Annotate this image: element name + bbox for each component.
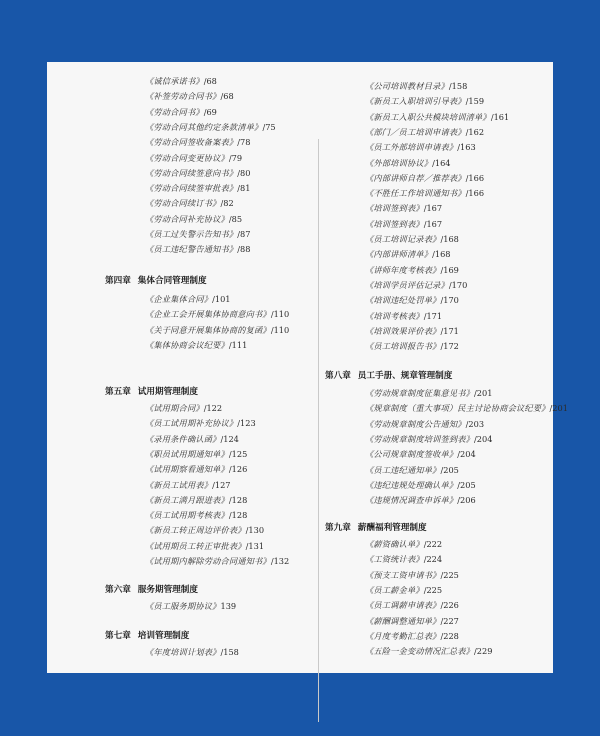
toc-entry-page: /131	[245, 540, 265, 551]
toc-entry-title: 《劳动合同变更协议》	[145, 152, 229, 163]
toc-entry-title: 《诚信承诺书》	[145, 76, 204, 86]
toc-entry	[325, 188, 484, 199]
toc-entry	[325, 96, 484, 107]
chapter-number: 第四章	[105, 276, 131, 286]
toc-entry	[105, 122, 276, 133]
toc-entry	[105, 340, 247, 351]
toc-entry-title: 《劳动规章制度公告通知》	[365, 418, 466, 429]
toc-entry	[325, 388, 492, 399]
toc-entry-title: 《劳动规章制度培训签到表》	[365, 433, 475, 444]
toc-entry-title: 《员工试用期考核表》	[145, 510, 229, 521]
toc-entry-title: 《违规情况调查申诉单》	[365, 495, 458, 506]
toc-entry-page: /226	[440, 600, 459, 611]
toc-entry-page: /161	[490, 111, 510, 122]
toc-entry-title: 《外部培训协议》	[365, 157, 433, 168]
toc-entry-page: /205	[440, 464, 459, 475]
toc-entry-page: /124	[220, 433, 239, 444]
toc-entry	[105, 434, 239, 445]
toc-entry-title: 《员工试用期补充协议》	[145, 418, 238, 429]
toc-entry-page: /201	[549, 403, 568, 414]
toc-entry	[325, 265, 459, 276]
toc-entry-title: 《劳动合同签收备案表》	[145, 137, 238, 148]
chapter-title: 试用期管理制度	[137, 387, 198, 397]
toc-entry	[105, 449, 247, 460]
toc-entry-page: /225	[423, 584, 443, 595]
toc-entry-title: 《员工外部培训申请表》	[365, 142, 458, 153]
toc-entry-page: /75	[262, 121, 276, 132]
toc-entry-title: 《集体协商会议纪要》	[145, 339, 229, 350]
toc-entry	[105, 403, 222, 414]
toc-entry	[325, 465, 459, 476]
toc-entry-title: 《员工培训记录表》	[365, 234, 441, 244]
toc-entry-title: 《企业工会开展集体协商意向书》	[145, 309, 271, 320]
toc-entry-title: 《部门／员工培训申请表》	[365, 126, 466, 137]
toc-entry-page: /80	[237, 167, 251, 178]
toc-entry	[325, 480, 476, 491]
toc-entry-page: /229	[474, 646, 493, 657]
toc-entry-title: 《培训签到表》	[365, 203, 424, 214]
toc-entry-title: 《公司培训教材目录》	[365, 81, 449, 91]
toc-entry	[325, 203, 442, 214]
toc-entry	[325, 419, 484, 430]
toc-entry-title: 《关于同意开展集体协商的复函》	[145, 324, 271, 335]
toc-entry	[325, 403, 568, 414]
toc-entry	[325, 585, 442, 596]
toc-entry-page: /127	[212, 479, 231, 490]
toc-entry-page: 139	[220, 601, 237, 611]
chapter-heading	[325, 371, 452, 382]
toc-entry-title: 《公司规章制度签收单》	[365, 449, 458, 460]
toc-entry-title: 《新员工转正周边评价表》	[145, 525, 246, 536]
toc-entry-title: 《劳动合同补充协议》	[145, 213, 229, 224]
toc-entry	[325, 341, 459, 352]
toc-entry-title: 《预支工资申请书》	[365, 569, 441, 580]
toc-entry-title: 《内部讲师自荐／推荐表》	[365, 172, 466, 183]
chapter-number: 第九章	[325, 523, 351, 533]
toc-entry-page: /204	[457, 449, 476, 460]
chapter-title: 员工手册、规章管理制度	[357, 371, 453, 381]
toc-entry-page: /101	[212, 294, 231, 304]
toc-entry	[325, 570, 459, 581]
chapter-title: 薪酬福利管理制度	[357, 523, 427, 533]
toc-entry-page: /79	[228, 152, 243, 163]
chapter-heading	[105, 585, 198, 596]
toc-entry-page: /203	[465, 418, 485, 429]
toc-entry	[105, 107, 217, 118]
toc-entry-page: /171	[423, 310, 443, 321]
toc-entry-page: /78	[237, 137, 251, 148]
toc-entry-title: 《员工违纪通知单》	[365, 464, 441, 475]
toc-entry-title: 《培训签到表》	[365, 218, 424, 229]
toc-entry-page: /111	[228, 339, 248, 350]
toc-entry	[105, 76, 217, 87]
toc-entry	[325, 554, 442, 565]
toc-entry	[325, 616, 459, 627]
chapter-heading	[105, 387, 198, 398]
toc-entry-title: 《试用期员工转正审批表》	[145, 540, 246, 551]
toc-entry-title: 《违纪违规处理确认单》	[365, 479, 458, 490]
toc-entry-title: 《员工调薪申请表》	[365, 600, 441, 611]
toc-entry-page: /167	[423, 203, 443, 214]
toc-entry-page: /110	[270, 309, 290, 320]
toc-entry-page: /228	[440, 630, 459, 641]
toc-entry-title: 《内部讲师清单》	[365, 249, 433, 260]
toc-entry-page: /163	[457, 142, 476, 153]
toc-entry-page: /171	[440, 325, 459, 336]
toc-entry-title: 《职员试用期通知单》	[145, 448, 229, 459]
toc-entry-title: 《试用期合同》	[145, 403, 204, 413]
toc-entry-page: /169	[440, 264, 459, 275]
toc-entry	[325, 646, 492, 657]
toc-entry	[105, 325, 289, 336]
toc-entry	[105, 309, 289, 320]
chapter-heading	[325, 523, 427, 534]
toc-entry	[325, 631, 459, 642]
toc-entry-title: 《试用期察看通知单》	[145, 464, 229, 475]
toc-entry-title: 《员工违纪警告通知书》	[145, 244, 238, 255]
chapter-heading	[105, 276, 207, 287]
toc-entry-page: /82	[220, 198, 234, 209]
toc-entry	[105, 464, 247, 475]
toc-entry-page: /168	[440, 234, 459, 244]
toc-entry-page: /205	[457, 479, 476, 490]
toc-entry-title: 《月度考勤汇总表》	[365, 630, 441, 641]
toc-entry	[325, 173, 484, 184]
chapter-title: 培训管理制度	[137, 631, 190, 641]
toc-entry-title: 《劳动合同续签意向书》	[145, 167, 238, 178]
toc-entry-page: /159	[465, 96, 485, 107]
toc-entry-title: 《劳动合同书》	[145, 106, 204, 117]
toc-entry-page: /168	[432, 249, 451, 260]
toc-entry	[105, 153, 242, 164]
toc-entry-title: 《五险一金变动情况汇总表》	[365, 646, 475, 657]
toc-entry-page: /224	[423, 554, 443, 565]
toc-entry-title: 《企业集体合同》	[145, 294, 213, 304]
toc-entry-page: /130	[245, 525, 265, 536]
toc-entry	[325, 81, 467, 92]
toc-entry-title: 《工资统计表》	[365, 554, 424, 565]
toc-entry-title: 《新员工试用表》	[145, 479, 213, 490]
toc-entry	[325, 449, 476, 460]
toc-entry-page: /170	[448, 279, 468, 290]
toc-entry-title: 《薪酬调整通知单》	[365, 615, 441, 626]
toc-entry	[105, 525, 264, 536]
toc-entry-title: 《培训违纪处罚单》	[365, 295, 441, 306]
toc-entry	[105, 647, 239, 658]
toc-entry-title: 《员工培训报告书》	[365, 341, 441, 352]
toc-entry-title: 《员工薪金单》	[365, 584, 424, 595]
toc-entry-title: 《薪资确认单》	[365, 539, 424, 549]
toc-entry	[325, 311, 442, 322]
toc-entry	[325, 158, 451, 169]
toc-entry	[105, 168, 250, 179]
toc-entry-page: /123	[237, 418, 256, 429]
toc-entry	[105, 183, 250, 194]
toc-entry-page: /128	[228, 510, 248, 521]
toc-entry-title: 《录用条件确认函》	[145, 433, 221, 444]
toc-entry-page: /164	[432, 157, 451, 168]
toc-entry-title: 《新员工入职培训引导表》	[365, 96, 466, 107]
toc-entry-title: 《员工服务期协议》	[145, 601, 221, 611]
toc-entry-page: /68	[203, 76, 217, 86]
toc-entry	[105, 229, 250, 240]
toc-entry	[105, 510, 247, 521]
toc-entry	[105, 244, 250, 255]
chapter-title: 服务期管理制度	[137, 585, 198, 595]
toc-entry	[105, 541, 264, 552]
chapter-number: 第七章	[105, 631, 131, 641]
toc-entry	[325, 112, 509, 123]
toc-entry	[105, 418, 256, 429]
toc-entry-page: /227	[440, 615, 459, 626]
book-page	[47, 62, 568, 673]
chapter-number: 第五章	[105, 387, 131, 397]
toc-entry-title: 《不胜任工作培训通知书》	[365, 188, 466, 199]
toc-entry	[325, 434, 492, 445]
toc-entry-title: 《培训考核表》	[365, 310, 424, 321]
toc-entry	[325, 280, 467, 291]
toc-entry-page: /132	[270, 556, 290, 566]
toc-entry-title: 《新员工满月跟进表》	[145, 494, 229, 505]
toc-entry	[325, 600, 459, 611]
toc-entry	[105, 91, 234, 102]
toc-entry	[105, 495, 247, 506]
toc-entry-title: 《新员工入职公共模块培训清单》	[365, 111, 491, 122]
toc-entry	[325, 495, 476, 506]
chapter-number: 第六章	[105, 585, 131, 595]
toc-entry	[325, 127, 484, 138]
chapter-heading	[105, 631, 189, 642]
toc-entry	[105, 601, 236, 612]
toc-entry-page: /225	[440, 569, 459, 580]
toc-entry-title: 《员工过失警示告知书》	[145, 229, 238, 239]
toc-entry-page: /87	[237, 229, 251, 239]
toc-entry-title: 《劳动合同续订书》	[145, 198, 221, 209]
toc-entry-page: /126	[228, 464, 248, 475]
toc-entry	[105, 214, 242, 225]
toc-entry-page: /204	[474, 433, 493, 444]
toc-entry	[325, 142, 476, 153]
toc-entry-page: /166	[465, 172, 485, 183]
toc-entry	[325, 539, 442, 550]
toc-entry	[325, 295, 459, 306]
toc-entry-title: 《培训效果评价表》	[365, 325, 441, 336]
toc-entry-page: /125	[228, 448, 248, 459]
chapter-number: 第八章	[325, 371, 351, 381]
toc-entry	[105, 480, 231, 491]
toc-entry-page: /85	[228, 213, 243, 224]
toc-entry	[325, 219, 442, 230]
toc-entry	[105, 294, 231, 305]
toc-entry-title: 《补签劳动合同书》	[145, 91, 221, 102]
toc-entry-page: /222	[423, 539, 443, 549]
toc-entry-page: /122	[203, 403, 223, 413]
toc-entry	[105, 198, 234, 209]
toc-entry-page: /166	[465, 188, 485, 199]
toc-entry-page: /206	[457, 495, 476, 506]
toc-entry	[325, 326, 459, 337]
toc-entry-page: /162	[465, 126, 485, 137]
toc-entry-title: 《年度培训计划表》	[145, 647, 221, 657]
toc-entry-page: /167	[423, 218, 443, 229]
toc-entry	[325, 249, 451, 260]
toc-entry-title: 《培训学员评估记录》	[365, 279, 449, 290]
toc-entry-page: /110	[270, 324, 290, 335]
chapter-title: 集体合同管理制度	[137, 276, 207, 286]
toc-entry-title: 《劳动合同其他约定条款清单》	[145, 121, 263, 132]
toc-entry-page: /81	[237, 183, 251, 194]
toc-entry-page: /172	[440, 341, 459, 352]
toc-entry-page: /128	[228, 494, 248, 505]
toc-entry-title: 《讲师年度考核表》	[365, 264, 441, 275]
toc-entry-page: /68	[220, 91, 234, 102]
toc-entry-page: /201	[474, 388, 493, 398]
toc-entry	[105, 137, 250, 148]
column-divider	[318, 139, 319, 722]
toc-entry-title: 《劳动合同续签审批表》	[145, 183, 238, 194]
toc-entry	[325, 234, 459, 245]
toc-entry	[105, 556, 289, 567]
toc-entry-title: 《劳动规章制度征集意见书》	[365, 388, 475, 398]
toc-entry-page: /88	[237, 244, 251, 255]
toc-entry-page: /170	[440, 295, 459, 306]
toc-entry-page: /158	[448, 81, 468, 91]
toc-entry-title: 《规章制度（重大事项）民主讨论协商会议纪要》	[365, 403, 550, 414]
toc-entry-title: 《试用期内解除劳动合同通知书》	[145, 556, 271, 566]
toc-entry-page: /69	[203, 106, 217, 117]
toc-entry-page: /158	[220, 647, 239, 657]
